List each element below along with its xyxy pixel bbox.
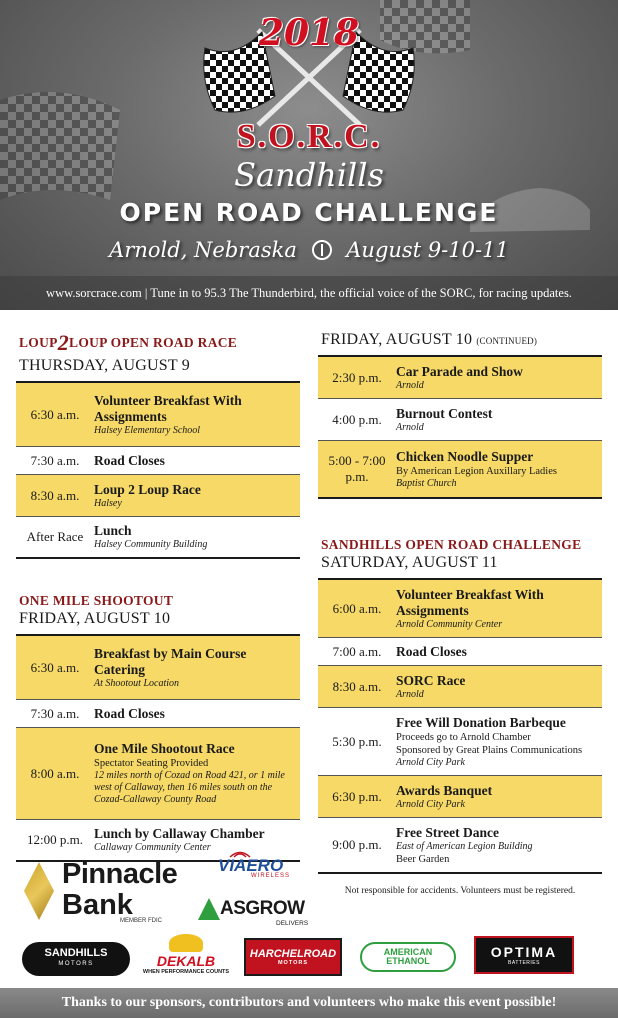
diamond-icon (24, 862, 54, 920)
event-location: Baptist Church (396, 477, 457, 489)
sorc-section-title: SANDHILLS OPEN ROAD CHALLENGE (321, 537, 582, 552)
sandhills-name: SANDHILLS (44, 947, 108, 959)
event-title: Lunch (94, 523, 132, 538)
loup-title-two: 2 (57, 330, 70, 355)
event-time: After Race (26, 529, 84, 544)
corn-ear-icon (169, 934, 203, 952)
event-title: Burnout Contest (396, 405, 493, 421)
event-location: Arnold (396, 421, 424, 433)
script-title: Sandhills (234, 156, 384, 194)
pinnacle-name-1: Pinnacle (62, 858, 178, 890)
event-title: Awards Banquet (396, 782, 493, 798)
event-row (16, 447, 300, 475)
event-time: 8:30 a.m. (30, 487, 80, 503)
disclaimer: Not responsible for accidents. Volunteers must be registered. (344, 886, 576, 896)
asgrow-logo (198, 896, 308, 928)
friday-cont-event-list (318, 355, 602, 499)
friday-cont-suffix: (CONTINUED) (476, 336, 538, 346)
viaero-logo (218, 856, 290, 884)
event-row (318, 638, 602, 666)
header-banner (0, 0, 618, 310)
loup-section-title (19, 330, 300, 356)
event-time: 6:30 a.m. (30, 406, 80, 422)
event-time: 2:30 p.m. (332, 369, 382, 385)
pinnacle-member: MEMBER FDIC (120, 918, 162, 924)
event-row (16, 636, 300, 700)
event-year: 2018 (258, 12, 360, 54)
pinnacle-name-2: Bank (62, 889, 133, 921)
asgrow-name: ASGROW (220, 898, 305, 919)
event-row (318, 666, 602, 708)
brand-logo-text: S.O.R.C. (236, 118, 382, 155)
ethanol-line-2: ETHANOL (386, 956, 430, 966)
event-time: 5:00 - 7:00 p.m. (328, 453, 386, 484)
event-time: 7:30 a.m. (30, 452, 80, 468)
event-title: Road Closes (396, 643, 467, 659)
location-text: Arnold, Nebraska (109, 238, 297, 262)
event-row (318, 818, 602, 872)
event-row (16, 820, 300, 860)
loup-title-part2: LOUP OPEN ROAD RACE (69, 335, 238, 350)
signal-icon (228, 850, 252, 858)
dekalb-name: DEKALB (156, 952, 216, 969)
harchel-name: HARCHELROAD (249, 948, 337, 960)
emblem-icon (312, 240, 332, 260)
event-time: 7:30 a.m. (30, 705, 80, 721)
event-time: 6:30 p.m. (332, 788, 382, 804)
dekalb-logo (142, 932, 230, 976)
info-bar: www.sorcrace.com | Tune in to 95.3 The Thunderbird, the official voice of the SORC, for racing updates. (0, 276, 618, 310)
event-title: Road Closes (94, 705, 165, 721)
event-time: 6:30 a.m. (30, 659, 80, 675)
event-location: Arnold City Park (396, 798, 465, 810)
event-time: 7:00 a.m. (332, 643, 382, 659)
event-title: Breakfast by Main Course Catering (94, 645, 247, 677)
shootout-day-title: FRIDAY, AUGUST 10 (19, 610, 171, 627)
event-location: Halsey (94, 497, 122, 509)
loup-title-part1: LOUP (19, 335, 58, 350)
event-row (16, 475, 300, 517)
shootout-section-title: ONE MILE SHOOTOUT (19, 593, 174, 608)
event-location: Halsey Elementary School (94, 424, 201, 436)
event-title: Lunch by Callaway Chamber (94, 826, 265, 841)
schedule-left-column (16, 330, 300, 862)
friday-cont-day-title (321, 331, 602, 349)
event-time: 6:00 a.m. (332, 600, 382, 616)
event-row (318, 441, 602, 497)
event-row (318, 357, 602, 399)
event-subtitle: Beer Garden (396, 853, 450, 865)
event-title: Free Will Donation Barbeque (396, 714, 566, 730)
event-time: 8:30 a.m. (332, 678, 382, 694)
event-row (318, 776, 602, 818)
event-location: Arnold Community Center (396, 618, 503, 630)
event-row (16, 728, 300, 820)
event-title: Volunteer Breakfast With Assignments (94, 392, 242, 424)
harchel-sub: MOTORS (277, 960, 309, 966)
sorc-event-list (318, 578, 602, 874)
optima-sub: BATTERIES (508, 960, 540, 966)
event-location: East of American Legion Building (396, 840, 533, 852)
event-subtitle: By American Legion Auxillary Ladies (396, 465, 557, 477)
viaero-sub: WIRELESS (250, 873, 290, 879)
loup-day-title: THURSDAY, AUGUST 9 (19, 357, 190, 374)
event-time: 12:00 p.m. (27, 832, 83, 847)
friday-cont-day: FRIDAY, AUGUST 10 (321, 331, 473, 348)
american-ethanol-logo (360, 942, 456, 972)
event-row (16, 700, 300, 728)
sandhills-sub: MOTORS (58, 961, 94, 967)
event-row (318, 580, 602, 638)
event-row (318, 708, 602, 776)
schedule-right-column (318, 330, 602, 874)
event-time: 9:00 p.m. (332, 837, 382, 852)
event-title: SORC Race (396, 672, 466, 688)
event-location: Halsey Community Building (94, 539, 208, 550)
event-location: Arnold (396, 688, 424, 700)
asgrow-tag: DELIVERS (276, 920, 309, 927)
event-location: 12 miles north of Cozad on Road 421, or 1 mile west of Callaway, then 16 miles south on the Cozad-Callaway County Road (94, 770, 285, 805)
event-row (16, 517, 300, 557)
footer-thanks: Thanks to our sponsors, contributors and volunteers who make this event possible! (0, 988, 618, 1018)
event-title: Loup 2 Loup Race (94, 481, 201, 497)
ethanol-line-1: AMERICAN (383, 947, 433, 957)
leaf-icon (198, 898, 220, 920)
dates-text: August 9-10-11 (346, 238, 509, 262)
event-title: Volunteer Breakfast With Assignments (396, 586, 544, 618)
pinnacle-bank-logo (20, 856, 200, 926)
event-title: One Mile Shootout Race (94, 741, 235, 756)
event-location: At Shootout Location (94, 677, 179, 689)
viaero-name: VIAERO (218, 856, 284, 875)
harchelroad-logo (244, 938, 342, 976)
event-row (318, 399, 602, 441)
event-time: 8:00 a.m. (30, 765, 80, 781)
sandhills-motors-logo (22, 942, 130, 976)
event-location: Arnold (396, 379, 424, 391)
location-dates-line (0, 238, 618, 262)
shootout-event-list (16, 634, 300, 862)
event-row (16, 383, 300, 447)
event-location: Callaway Community Center (94, 842, 211, 853)
event-subtitle: Spectator Seating Provided (94, 758, 209, 769)
event-subtitle: Proceeds go to Arnold Chamber Sponsored by Great Plains Communications (396, 731, 583, 756)
event-time: 4:00 p.m. (332, 411, 382, 427)
event-title: Car Parade and Show (396, 363, 523, 379)
event-time: 5:30 p.m. (332, 733, 382, 749)
event-location: Arnold City Park (396, 756, 465, 768)
event-title: Chicken Noodle Supper (396, 448, 534, 464)
main-title: OPEN ROAD CHALLENGE (119, 198, 499, 227)
event-title: Free Street Dance (396, 824, 499, 840)
dekalb-sub: WHEN PERFORMANCE COUNTS (142, 968, 230, 975)
sorc-day-title: SATURDAY, AUGUST 11 (321, 554, 498, 571)
optima-batteries-logo (474, 936, 574, 974)
event-title: Road Closes (94, 452, 165, 468)
optima-name: OPTIMA (490, 944, 558, 960)
loup-event-list (16, 381, 300, 559)
